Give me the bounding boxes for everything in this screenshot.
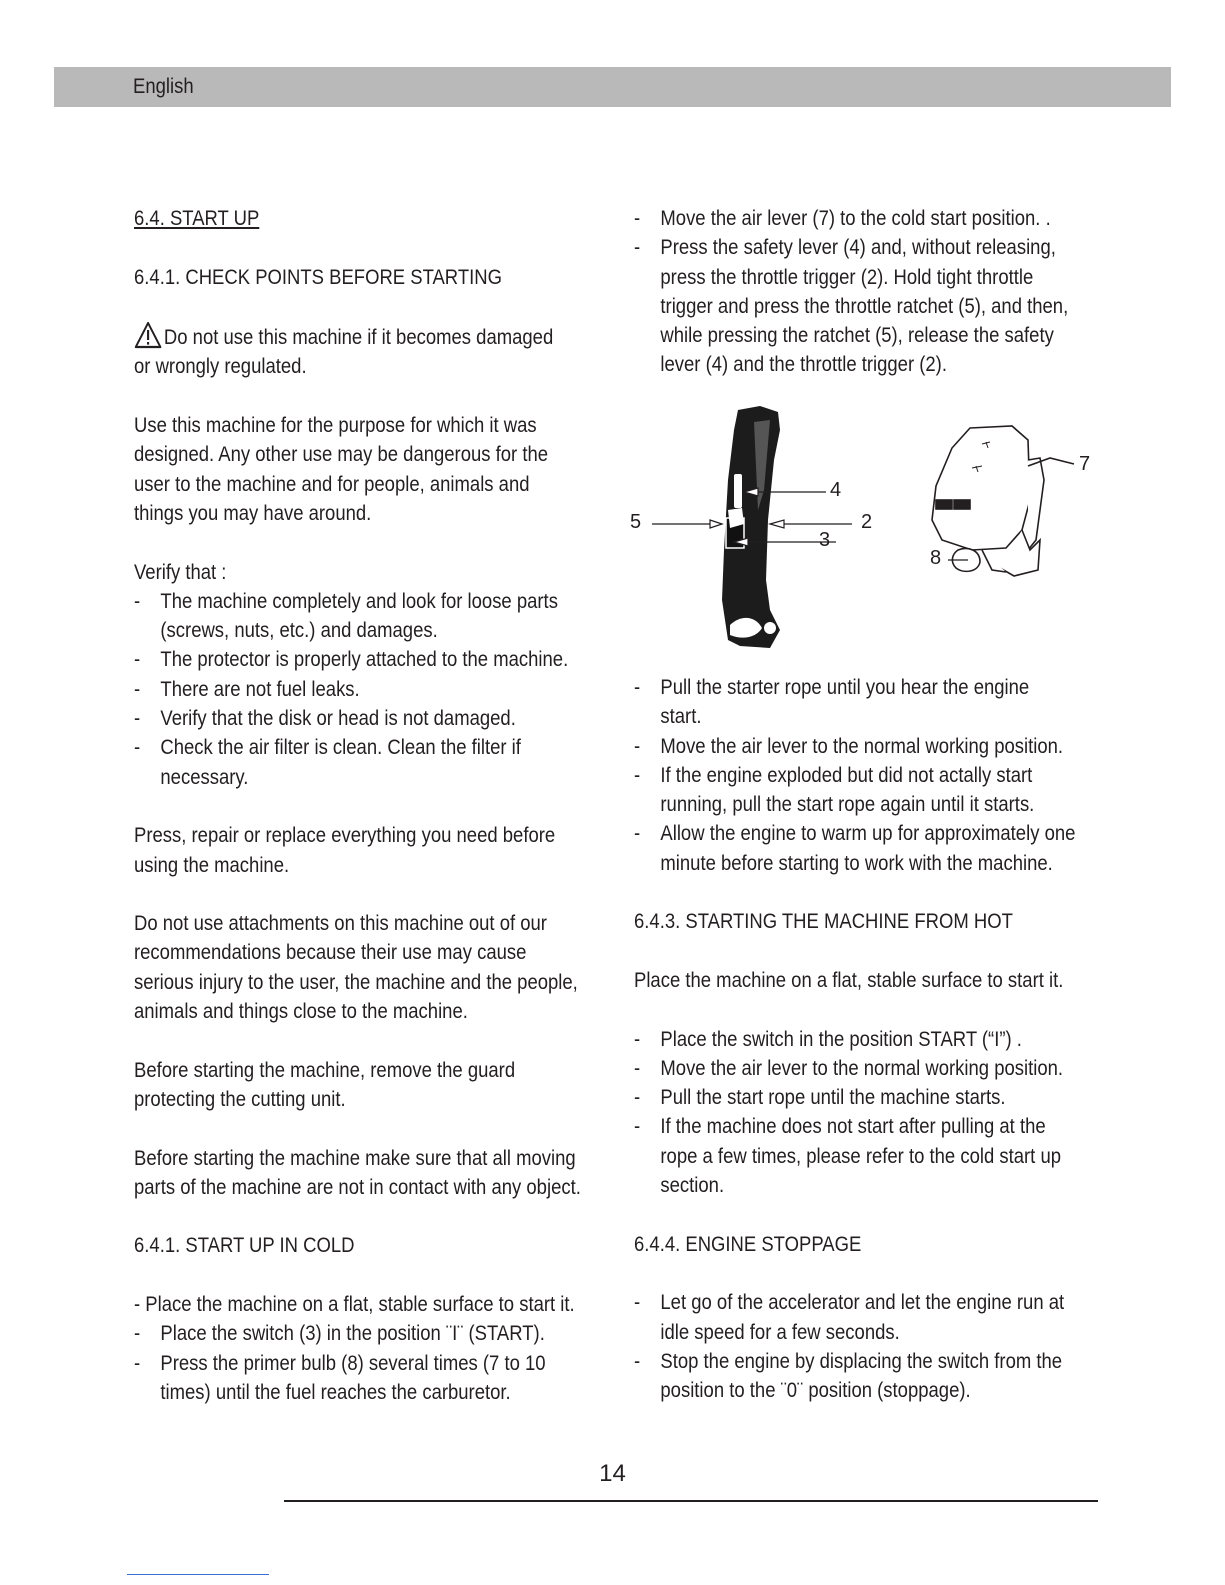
list-item: - Place the switch in the position START (“I”) . xyxy=(634,1027,1022,1051)
engine-stoppage-heading: 6.4.4. ENGINE STOPPAGE xyxy=(634,1232,862,1256)
attachments-line: animals and things close to the machine. xyxy=(134,1000,468,1024)
guard-line: Before starting the machine, remove the guard xyxy=(134,1058,516,1082)
list-item: - Place the switch (3) in the position ¨I¨ (START). xyxy=(134,1322,545,1346)
purpose-line: Use this machine for the purpose for which it was xyxy=(134,414,537,438)
header-bar xyxy=(54,67,1171,107)
list-item: - Let go of the accelerator and let the engine run at idle speed for a few seconds. xyxy=(634,1291,1065,1344)
figure-label-3: 3 xyxy=(819,529,831,551)
press-line: Press, repair or replace everything you need before xyxy=(134,824,556,848)
purpose-line: designed. Any other use may be dangerous for the xyxy=(134,443,549,467)
throttle-handle-drawing xyxy=(722,406,780,648)
list-item: - There are not fuel leaks. xyxy=(134,677,360,701)
warning-icon xyxy=(134,321,162,349)
list-item: - Verify that the disk or head is not damaged. xyxy=(134,707,516,731)
cold-start-heading: 6.4.1. START UP IN COLD xyxy=(134,1234,355,1258)
figure-label-4: 4 xyxy=(830,479,842,501)
hot-start-heading: 6.4.3. STARTING THE MACHINE FROM HOT xyxy=(634,910,1013,934)
list-item: - Move the air lever (7) to the cold start position. . xyxy=(634,207,1051,230)
footer-rule xyxy=(284,1500,1098,1502)
list-item: - Pull the start rope until the machine starts. xyxy=(634,1086,1006,1110)
press-line: using the machine. xyxy=(134,853,290,877)
attachments-line: recommendations because their use may cause xyxy=(134,941,527,965)
carburetor-cover-drawing xyxy=(932,426,1074,576)
check-points-heading: 6.4.1. CHECK POINTS BEFORE STARTING xyxy=(134,265,502,289)
list-item: - Press the safety lever (4) and, without releasing, press the throttle trigger (2). Hold tight throttle trigger and press the throttle ratchet (5), and then, while pressing the ratchet (5), release the safety lever (4) and the throttle trigger (2). xyxy=(634,236,1069,377)
list-item: - Allow the engine to warm up for approximately one minute before starting to work with the machine. xyxy=(634,822,1076,875)
attachments-line: serious injury to the user, the machine and the people, xyxy=(134,970,578,994)
controls-illustration xyxy=(630,400,1100,660)
right-column-top xyxy=(634,204,1189,380)
figure-label-8: 8 xyxy=(930,547,942,569)
list-item: - The protector is properly attached to the machine. xyxy=(134,648,569,672)
attachments-line: Do not use attachments on this machine out of our xyxy=(134,912,547,936)
list-item: - If the machine does not start after pulling at the rope a few times, please refer to the cold start up section. xyxy=(634,1115,1062,1198)
list-item: - Check the air filter is clean. Clean the filter if necessary. xyxy=(134,736,521,789)
purpose-line: user to the machine and for people, animals and xyxy=(134,472,530,496)
link-underline-divider xyxy=(127,1574,269,1575)
list-item: - Move the air lever to the normal working position. xyxy=(634,1056,1064,1080)
hot-start-intro: Place the machine on a flat, stable surface to start it. xyxy=(634,968,1064,992)
warning-paragraph xyxy=(134,321,609,352)
list-item: - Press the primer bulb (8) several times (7 to 10 times) until the fuel reaches the carburetor. xyxy=(134,1351,546,1404)
page-number: 14 xyxy=(599,1460,626,1487)
figure-label-7: 7 xyxy=(1079,453,1091,475)
list-item: - Pull the starter rope until you hear the engine start. xyxy=(634,676,1030,729)
guard-line: protecting the cutting unit. xyxy=(134,1087,346,1111)
right-column-bottom xyxy=(634,673,1189,1405)
verify-heading: Verify that : xyxy=(134,560,227,584)
list-item: - Move the air lever to the normal working position. xyxy=(634,734,1064,758)
purpose-line: things you may have around. xyxy=(134,501,372,525)
warning-line-1: Do not use this machine if it becomes damaged xyxy=(163,326,554,350)
warning-line-2: or wrongly regulated. xyxy=(134,355,307,379)
moving-parts-line: parts of the machine are not in contact with any object. xyxy=(134,1175,581,1199)
left-column xyxy=(134,204,674,1407)
moving-parts-line: Before starting the machine make sure that all moving xyxy=(134,1146,576,1170)
figure-label-5: 5 xyxy=(630,511,642,533)
section-title: 6.4. START UP xyxy=(134,207,260,230)
list-item: - If the engine exploded but did not actally start running, pull the start rope again until it starts. xyxy=(634,763,1035,817)
list-item: - Stop the engine by displacing the switch from the position to the ¨0¨ position (stoppage). xyxy=(634,1349,1063,1403)
cold-start-intro: - Place the machine on a flat, stable surface to start it. xyxy=(134,1292,575,1316)
language-label: English xyxy=(133,75,194,98)
figure-label-2: 2 xyxy=(861,511,873,533)
list-item: - The machine completely and look for loose parts (screws, nuts, etc.) and damages. xyxy=(134,589,558,643)
